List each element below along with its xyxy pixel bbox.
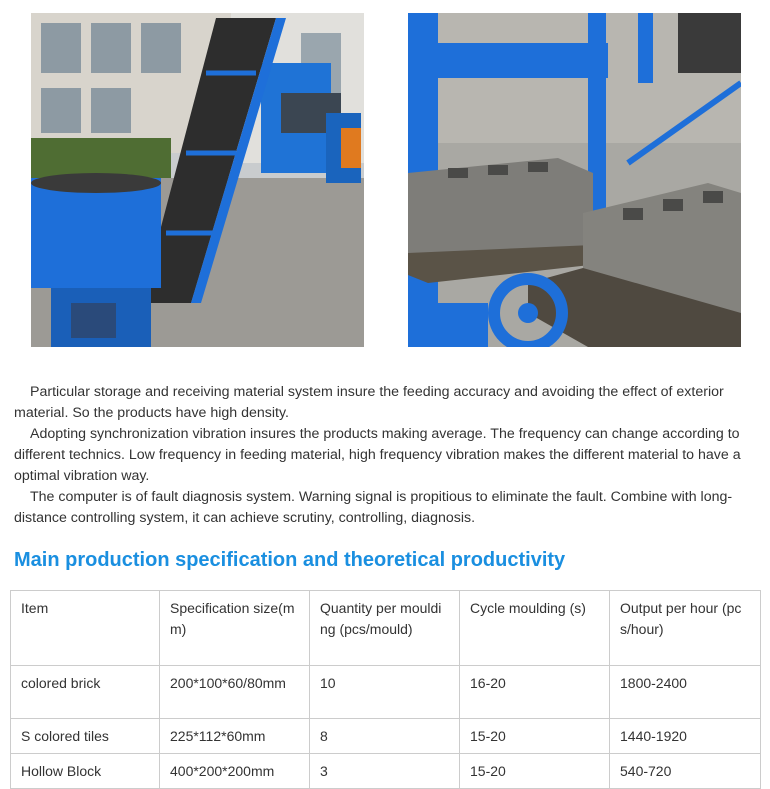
- table-cell: Hollow Block: [11, 754, 160, 789]
- hollow-blocks-illustration: [408, 13, 741, 347]
- table-cell: 400*200*200mm: [160, 754, 310, 789]
- table-header-cell: Specification size(mm): [160, 591, 310, 666]
- table-cell: 15-20: [460, 754, 610, 789]
- description-paragraph: Adopting synchronization vibration insures the products making average. The frequency can change according to different technics. Low frequency in feeding material, high frequency vibration makes the different material to have a optimal vibration way.: [14, 426, 741, 484]
- table-cell: 540-720: [610, 754, 761, 789]
- table-cell: 1440-1920: [610, 719, 761, 754]
- table-row: [11, 666, 761, 719]
- description-paragraph: Particular storage and receiving material system insure the feeding accuracy and avoiding the effect of exterior material. So the products have high density.: [14, 384, 724, 421]
- photo-hollow-blocks: [408, 13, 741, 347]
- table-cell: 225*112*60mm: [160, 719, 310, 754]
- table-cell: 3: [310, 754, 460, 789]
- table-cell: 15-20: [460, 719, 610, 754]
- table-cell: 1800-2400: [610, 666, 761, 719]
- specification-table: [10, 590, 761, 789]
- conveyor-mixer-illustration: [31, 13, 364, 347]
- table-row: [11, 719, 761, 754]
- table-header-cell: Quantity per moulding (pcs/mould): [310, 591, 460, 666]
- table-cell: S colored tiles: [11, 719, 160, 754]
- table-cell: 200*100*60/80mm: [160, 666, 310, 719]
- photo-conveyor-mixer: [31, 13, 364, 347]
- table-cell: 8: [310, 719, 460, 754]
- section-title: Main production specification and theoretical productivity: [14, 549, 566, 571]
- description-paragraph: The computer is of fault diagnosis system. Warning signal is propitious to eliminate the fault. Combine with long-distance controlling system, it can achieve scrutiny, controlling, diagnosis.: [14, 489, 733, 526]
- table-cell: colored brick: [11, 666, 160, 719]
- feature-description: [14, 382, 756, 529]
- table-header-row: [11, 591, 761, 666]
- table-cell: 16-20: [460, 666, 610, 719]
- table-row: [11, 754, 761, 789]
- table-header-cell: Output per hour (pcs/hour): [610, 591, 761, 666]
- table-header-cell: Item: [11, 591, 160, 666]
- table-header-cell: Cycle moulding (s): [460, 591, 610, 666]
- table-cell: 10: [310, 666, 460, 719]
